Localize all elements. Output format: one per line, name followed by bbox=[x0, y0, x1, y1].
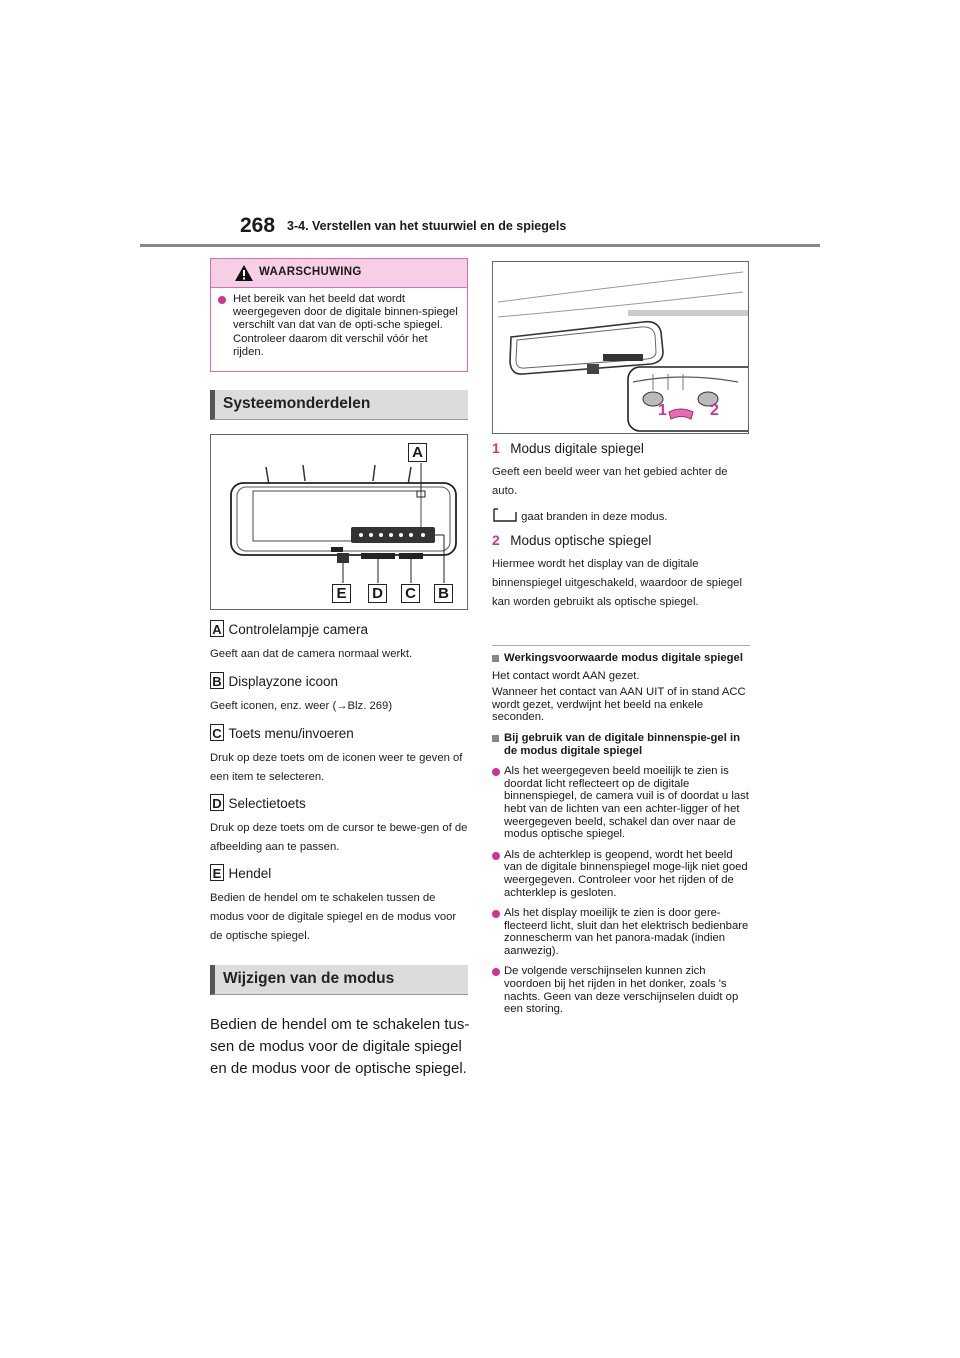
mode-1 bbox=[492, 440, 754, 527]
section-heading: Systeemonderdelen bbox=[223, 395, 371, 412]
item-c bbox=[210, 724, 468, 787]
bullet-icon bbox=[218, 296, 226, 304]
mirror-illustration bbox=[211, 435, 467, 609]
item-letter: B bbox=[210, 672, 224, 689]
figure-label-b: B bbox=[434, 584, 453, 603]
item-desc: Bedien de hendel om te schakelen tussen de modus voor de digitale spiegel en de modus voor de optische spiegel. bbox=[210, 892, 457, 942]
note-heading bbox=[492, 652, 752, 665]
lever-figure bbox=[492, 261, 749, 434]
note-text: Wanneer het contact van AAN UIT of in stand ACC wordt gezet, verdwijnt het beeld na enkele seconden. bbox=[492, 686, 746, 724]
figure-label-2: 2 bbox=[710, 402, 719, 419]
item-letter: A bbox=[210, 620, 224, 637]
note-heading bbox=[492, 732, 752, 757]
warning-text: Het bereik van het beeld dat wordt weergegeven door de digitale binnen-spiegel verschilt van dat van de opti-sche spiegel. Controleer daarom dit verschil vóór het rijden. bbox=[233, 293, 458, 358]
note-heading-text: Werkingsvoorwaarde modus digitale spiegel bbox=[504, 652, 743, 664]
mode-number: 2 bbox=[492, 532, 500, 548]
note-bullet bbox=[492, 849, 752, 899]
note-bullet-text: Als het weergegeven beeld moeilijk te zien is doordat licht reflecteert op de digitale binnenspiegel, de camera vuil is of doordat u last hebt van de lichten van een achter-ligger of het weergegeven beeld, schakel dan over naar de modus optische spiegel. bbox=[504, 765, 749, 841]
note-text: Het contact wordt AAN gezet. bbox=[492, 669, 640, 682]
warning-title: WAARSCHUWING bbox=[259, 266, 362, 278]
figure-label-c: C bbox=[401, 584, 420, 603]
mirror-figure bbox=[210, 434, 468, 610]
item-b bbox=[210, 672, 468, 716]
item-desc: Druk op deze toets om de cursor te bewe-gen of de afbeelding aan te passen. bbox=[210, 822, 468, 853]
section-heading: Wijzigen van de modus bbox=[223, 970, 395, 987]
mode-2 bbox=[492, 532, 754, 612]
figure-label-e: E bbox=[332, 584, 351, 603]
bullet-icon bbox=[492, 910, 500, 918]
bullet-icon bbox=[492, 968, 500, 976]
notes-block bbox=[492, 652, 752, 1016]
mode-extra bbox=[492, 508, 754, 527]
square-bullet-icon bbox=[492, 735, 499, 742]
note-bullet bbox=[492, 765, 752, 841]
mode-desc: Geeft een beeld weer van het gebied achter de auto. bbox=[492, 466, 728, 497]
item-title: Hendel bbox=[228, 866, 272, 881]
section-title: 3-4. Verstellen van het stuurwiel en de spiegels bbox=[287, 219, 567, 233]
item-title: Toets menu/invoeren bbox=[228, 726, 354, 741]
note-bullet-text: Als het display moeilijk te zien is door gere-flecteerd licht, sluit dan het elektrisch bedienbare zonnescherm van het panora-madak (indien aanwezig). bbox=[504, 907, 749, 957]
item-d bbox=[210, 794, 468, 857]
mode-title: Modus optische spiegel bbox=[510, 533, 652, 548]
figure-label-a: A bbox=[408, 443, 427, 462]
warning-triangle-icon bbox=[234, 264, 254, 282]
item-title: Selectietoets bbox=[228, 796, 306, 811]
mode-number: 1 bbox=[492, 440, 500, 456]
wijzigen-text: Bedien de hendel om te schakelen tus-sen de modus voor de digitale spiegel en de modus voor de optische spiegel. bbox=[210, 1016, 470, 1077]
header-divider bbox=[140, 244, 820, 247]
section-band-systeemonderdelen bbox=[210, 390, 468, 420]
note-bullet-text: Als de achterklep is geopend, wordt het beeld van de digitale binnenspiegel moge-lijk niet goed weergegeven. Controleer voor het rijden of de achterklep is gesloten. bbox=[504, 848, 748, 899]
square-bullet-icon bbox=[492, 655, 499, 662]
item-letter: D bbox=[210, 794, 224, 811]
note-bullet bbox=[492, 907, 752, 957]
item-desc: Druk op deze toets om de iconen weer te geven of een item te selecteren. bbox=[210, 752, 463, 783]
item-title: Displayzone icoon bbox=[228, 674, 339, 689]
page-number: 268 bbox=[240, 214, 276, 237]
section-band-wijzigen bbox=[210, 965, 468, 995]
mode-extra-text: gaat branden in deze modus. bbox=[521, 511, 668, 523]
warning-body bbox=[211, 288, 467, 359]
figure-label-d: D bbox=[368, 584, 387, 603]
note-heading-text: Bij gebruik van de digitale binnenspie-gel in de modus digitale spiegel bbox=[504, 731, 741, 757]
camera-indicator-icon bbox=[492, 508, 518, 522]
warning-header bbox=[211, 259, 467, 288]
item-e bbox=[210, 864, 468, 946]
item-letter: E bbox=[210, 864, 224, 881]
item-desc: Geeft iconen, enz. weer (→Blz. 269) bbox=[210, 700, 393, 712]
warning-box bbox=[210, 258, 468, 372]
mode-title: Modus digitale spiegel bbox=[510, 441, 644, 456]
item-a bbox=[210, 620, 468, 664]
mode-desc: Hiermee wordt het display van de digitale binnenspiegel uitgeschakeld, waardoor de spiegel kan worden gebruikt als optische spiegel. bbox=[492, 558, 742, 608]
bullet-icon bbox=[492, 768, 500, 776]
divider bbox=[492, 645, 750, 646]
figure-label-1: 1 bbox=[658, 402, 667, 419]
item-title: Controlelampje camera bbox=[228, 622, 369, 637]
note-bullet-text: De volgende verschijnselen kunnen zich voordoen bij het rijden in het donker, zoals 's nachts. Geen van deze verschijnselen duidt op een storing. bbox=[504, 965, 739, 1016]
note-bullet bbox=[492, 965, 752, 1015]
bullet-icon bbox=[492, 852, 500, 860]
item-desc: Geeft aan dat de camera normaal werkt. bbox=[210, 648, 413, 660]
item-letter: C bbox=[210, 724, 224, 741]
